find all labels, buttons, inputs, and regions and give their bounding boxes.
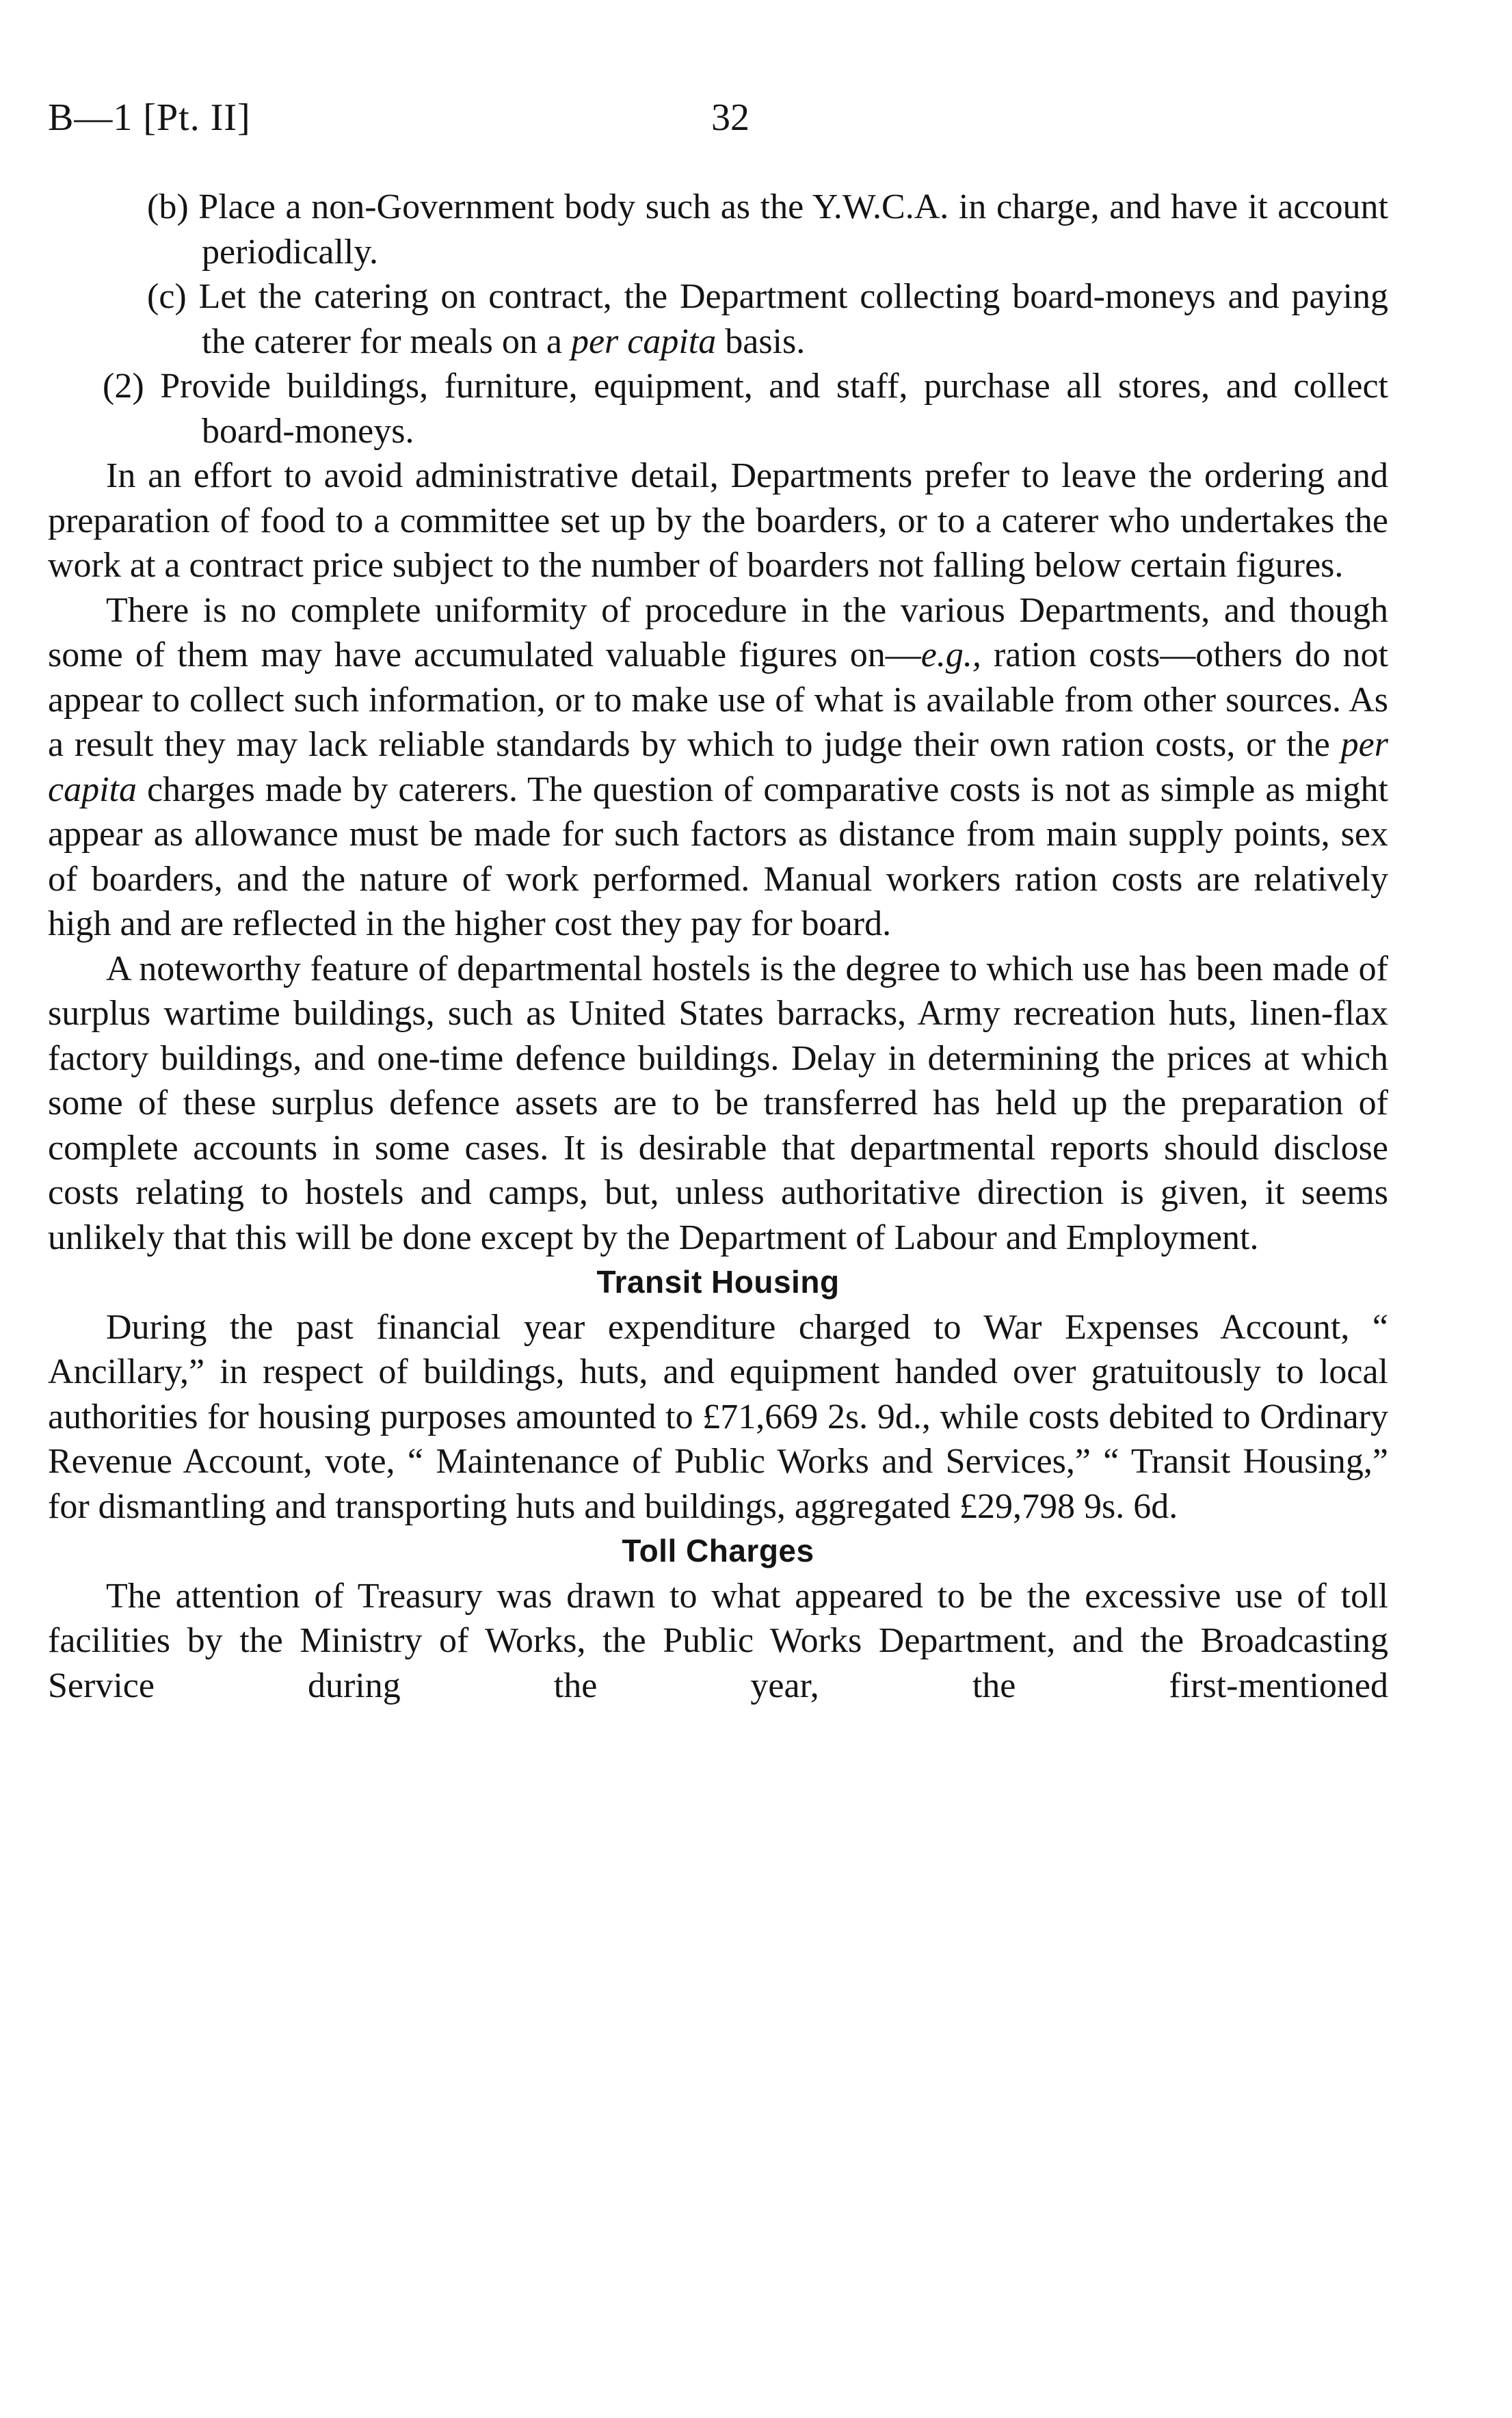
section-heading-toll-charges: Toll Charges: [622, 1533, 814, 1568]
page-header: [48, 96, 1464, 157]
paragraph-toll-charges: The attention of Treasury was drawn to what appeared to be the excessive use of toll facilities by the Ministry of Works, the Public Works Department, and the Broadcasting Service during the year, the first-mentioned: [48, 1576, 1388, 1705]
paragraph-effort: In an effort to avoid administrative detail, Departments prefer to leave the ordering and preparation of food to a committee set up by the boarders, or to a caterer who undertakes the work at a contract price subject to the number of boarders not falling below certain figures.: [48, 456, 1388, 585]
uniformity-text-3: charges made by caterers. The question of comparative costs is not as simple as might appear as allowance must be made for such factors as distance from main supply points, sex of boarders, and the nature of work performed. Manual workers ration costs are relatively high and are reflected in the higher cost they pay for board.: [48, 770, 1388, 943]
list-item-b: (b) Place a non-Government body such as the Y.W.C.A. in charge, and have it account periodically.: [147, 187, 1388, 272]
list-item-c-italic: per capita: [570, 321, 717, 361]
list-item-c: [48, 274, 1388, 364]
list-item-2: (2) Provide buildings, furniture, equipment, and staff, purchase all stores, and collect board-moneys.: [103, 367, 1388, 451]
paragraph-transit-housing: During the past financial year expenditure charged to War Expenses Account, “ Ancillary,” in respect of buildings, huts, and equipment handed over gratuitously to local authorities for housing purposes amounted to £71,669 2s. 9d., while costs debited to Ordinary Revenue Account, vote, “ Maintenance of Public Works and Services,” “ Transit Housing,” for dismantling and transporting huts and buildings, aggregated £29,798 9s. 6d.: [48, 1307, 1388, 1526]
list-item-c-text: (c) Let the catering on contract, the Department collecting board-moneys and paying the caterer for meals on a: [147, 277, 1388, 361]
paragraph-uniformity: [48, 588, 1388, 947]
uniformity-eg: e.g.,: [920, 635, 981, 674]
list-item-c-end: basis.: [716, 321, 806, 361]
uniformity-text-1: There is no complete uniformity of procedure in the various Departments, and though some of them may have accumulated valuable figures on—: [48, 590, 1388, 674]
page-number: 32: [711, 96, 750, 139]
body-text: [48, 185, 1388, 1708]
section-heading-transit-housing: Transit Housing: [596, 1264, 840, 1300]
uniformity-italic: per capita: [48, 725, 1388, 809]
uniformity-text-2: ration costs—others do not appear to collect such information, or to make use of what is available from other sources. As a result they may lack reliable standards by which to judge their own ration costs, or the: [48, 635, 1389, 764]
document-reference: B—1 [Pt. II]: [48, 96, 251, 139]
paragraph-noteworthy: A noteworthy feature of departmental hostels is the degree to which use has been made of surplus wartime buildings, such as United States barracks, Army recreation huts, linen-flax factory buildings, and one-time defence buildings. Delay in determining the prices at which some of these surplus defence assets are to be transferred has held up the preparation of complete accounts in some cases. It is desirable that departmental reports should disclose costs relating to hostels and camps, but, unless authoritative direction is given, it seems unlikely that this will be done except by the Department of Labour and Employment.: [48, 949, 1388, 1257]
